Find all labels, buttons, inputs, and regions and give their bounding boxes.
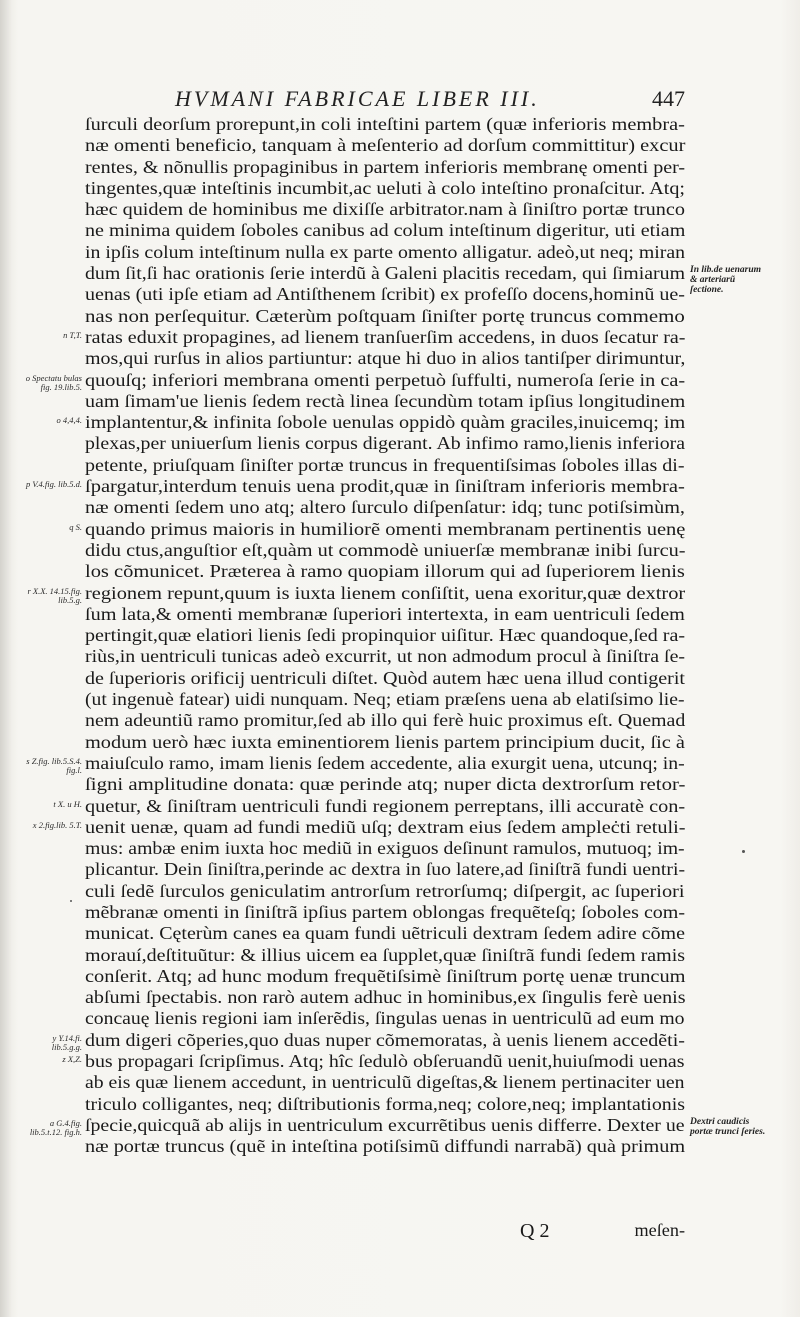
text-line: bus propagari ſcripſimus. Atq; hîc ſedulò obſeruandũ uenit,huiuſmodi uenas [85, 1051, 685, 1072]
text-line: ſurculi deorſum prorepunt,in coli inteſtini partem (quæ inferioris membra- [85, 114, 685, 134]
text-line: mẽbranæ omenti in ſiniſtrã ipſius partem oblongas frequẽteſq; ſoboles com- [85, 901, 686, 922]
text-line: nas non perſequitur. Cæterùm poſtquam ſiniſter portę truncus commemo [85, 305, 685, 326]
text-line: tingentes,quæ inteſtinis incumbit,ac ueluti à colo inteſtino pronaſcitur. Atq; [85, 177, 686, 198]
text-line: ſpecie,quicquã ab alijs in uentriculum excurrẽtibus uenis differre. Dexter ue [85, 1114, 685, 1135]
left-margin-note: s Z.fig. lib.5.S.4. fig.l. [26, 756, 82, 775]
left-margin-note: x 2.fig.lib. 5.T. [32, 819, 82, 830]
text-line: ne minima quidem ſoboles canibus ad colum inteſtinum digeritur, uti etiam [85, 220, 686, 241]
left-margin-note: q S. [69, 521, 82, 532]
text-line: in ipſis colum inteſtinum nulla ex parte omento alligatur. adeò,ut neq; miran [85, 241, 686, 262]
ink-speck [742, 850, 745, 853]
text-line: næ omenti beneficio, tanquam à meſenterio ad dorſum committitur) excur [85, 135, 686, 156]
catchword: meſen- [634, 1220, 685, 1240]
text-line: quando primus maioris in humiliorẽ omenti membranam pertinentis uenę [85, 518, 686, 539]
text-line: nem adeuntiũ ramo promitur,ſed ab illo qui ferè huic proximus eſt. Quemad [85, 710, 686, 731]
signature-mark: Q 2 [520, 1220, 550, 1242]
left-margin-note: o Spectatu bulas fig. 19.lib.5. [25, 372, 82, 392]
running-head: HVMANI FABRICAE LIBER III. [175, 86, 540, 111]
page-header [175, 86, 685, 114]
main-text-block [85, 114, 685, 1158]
text-line: quouſq; inferiori membrana omenti perpetuò ſuffulti, numeroſa ſerie in ca- [85, 369, 686, 390]
page-number: 447 [652, 86, 685, 111]
text-line: abſumi ſpectabis. non rarò autem adhuc in hominibus,ex ſingulis ferè uenis [85, 987, 686, 1008]
text-line: ratas eduxit propagines, ad lienem tranſuerſim accedens, in duos ſecatur ra- [85, 326, 686, 347]
left-margin-note: n T,T. [63, 330, 82, 340]
text-line: maiuſculo ramo, imam lienis ſedem accedente, alia exurgit uena, utcunq; in- [85, 752, 685, 773]
text-line: hæc quidem de hominibus me dixiſſe arbitrator.nam à ſiniſtro portæ trunco [85, 199, 685, 220]
left-margin-note: y Y.14.fi. lib.5.g.g. [51, 1032, 82, 1052]
text-line: ſigni amplitudine donata: quæ perinde atq; nuper dicta dextrorſum retor- [85, 774, 686, 795]
text-line: de ſuperioris orificij uentriculi diſtet. Quòd autem hæc uena illud contigerit [85, 667, 685, 688]
text-line: pertingit,quæ elatiori lienis ſedi propinquior uiſitur. Hæc quandoque,ſed ra- [85, 625, 686, 646]
right-margin-note: Dextri caudicis portæ trunci ſeries. [690, 1117, 766, 1138]
text-line: petente, priuſquam ſiniſter portæ truncus in frequentiſsimas ſoboles illas di- [85, 454, 685, 475]
text-line: implantentur,& infinita ſobole uenulas oppidò quàm graciles,inuicemq; im [85, 412, 686, 433]
text-line: næ portæ truncus (quẽ in inteſtina potiſsimũ diffundi narrabã) quà primum [85, 1136, 686, 1157]
text-line: triculo colligantes, neq; diſtributionis forma,neq; colore,neq; implantationis [85, 1093, 686, 1114]
text-line: los cõmunicet. Præterea à ramo quopiam illorum qui ad ſuperiorem lienis [85, 561, 685, 582]
left-margin-note: p V.4.fig. lib.5.d. [25, 479, 82, 490]
left-margin-note: r X.X. 14.15.fig. lib.5.g. [27, 585, 82, 605]
text-line: mos,qui rurſus in alios partiuntur: atque hi duo in alios tantiſper dirimuntur, [85, 348, 686, 369]
text-line: regionem repunt,quum is iuxta lienem conſiſtit, uena exoritur,quæ dextror [85, 582, 686, 603]
text-line: uam ſimam'ue lienis ſedem rectà linea ſecundùm totam ipſius longitudinem [85, 390, 686, 411]
text-line: ab eis quæ lienem accedunt, in uentriculũ digeſtas,& lienem pertinaciter uen [85, 1072, 685, 1093]
text-line: ſpargatur,interdum tenuis uena prodit,quæ in ſiniſtram inferioris membra- [85, 476, 685, 497]
left-margin-note: z X,Z. [62, 1054, 82, 1065]
text-line: conſerit. Atq; ad hunc modum frequẽtiſsimè ſiniſtrum portę uenæ truncum [85, 965, 686, 986]
text-line: dum digeri cõperies,quo duas nuper cõmemoratas, à uenis lienem accedẽti- [85, 1029, 685, 1050]
text-line: mus: ambæ enim iuxta hoc mediũ in exiguos deſinunt ramulos, mutuoq; im- [85, 838, 685, 859]
text-line: plicantur. Dein ſiniſtra,perinde ac dextra in ſuo latere,ad ſiniſtrã fundi uentri- [85, 859, 686, 880]
text-line: ſum lata,& omenti membranæ ſuperiori intertexta, in eam uentriculi ſedem [85, 603, 685, 624]
left-margin-note: a G.4.fig. lib.5.t.12. fig.h. [29, 1118, 82, 1138]
text-line: dum ſit,ſi hac orationis ſerie interdũ à Galeni placitis recedam, qui ſimiarum [85, 263, 686, 284]
text-line: riùs,in uentriculi tunicas adeò excurrit, ut non admodum procul à ſiniſtra ſe- [85, 646, 686, 667]
binding-shadow [0, 0, 12, 1317]
text-line: morauí,deſtituũtur: & illius uicem ea ſupplet,quæ ſiniſtrã fundi ſedem ramis [85, 944, 686, 965]
text-line: culi ſedẽ ſurculos geniculatim antrorſum retrorſumq; diſpergit, ac ſuperiori [85, 880, 685, 901]
ink-speck [70, 900, 72, 902]
text-line: didu ctus,anguſtior eſt,quàm ut commodè uniuerſæ membranæ inibi ſurcu- [85, 539, 686, 560]
left-margin-note: o 4,4,4. [56, 415, 82, 426]
page-footer [85, 1220, 685, 1244]
right-margin-note: In lib.de uenarum & arteriarũ ſectione. [690, 265, 762, 296]
text-line: rentes, & nõnullis propaginibus in partem inferioris membranę omenti per- [85, 156, 686, 177]
text-line: næ omenti ſedem uno atq; altero ſurculo diſpenſatur: idq; tunc potiſsimùm, [85, 497, 685, 518]
text-line: modum uerò hæc iuxta eminentiorem lienis partem principium ducit, ſic à [85, 731, 685, 752]
text-line: uenit uenæ, quam ad fundi mediũ uſq; dextram eius ſedem ampleċti retuli- [85, 816, 686, 837]
text-line: uenas (uti ipſe etiam ad Antiſthenem ſcribit) ex profeſſo docens,hominũ ue- [85, 284, 685, 305]
text-line: municat. Cęterùm canes ea quam fundi uẽtriculi dextram ſedem adire cõme [85, 923, 685, 944]
text-line: plexas,per uniuerſum lienis corpus digerant. Ab infimo ramo,lienis inferiora [85, 433, 686, 454]
text-line: (ut ingenuè fatear) uidi nunquam. Neq; etiam præſens uena ab elatiſsimo lie- [85, 689, 685, 710]
text-line: quetur, & ſiniſtram uentriculi fundi regionem perreptans, illi accuratè con- [85, 795, 686, 816]
text-line: concauę lienis regioni iam inſerẽdis, ſingulas uenas in uentriculũ ad eum mo [85, 1008, 685, 1029]
left-margin-note: t X. u H. [53, 798, 82, 809]
